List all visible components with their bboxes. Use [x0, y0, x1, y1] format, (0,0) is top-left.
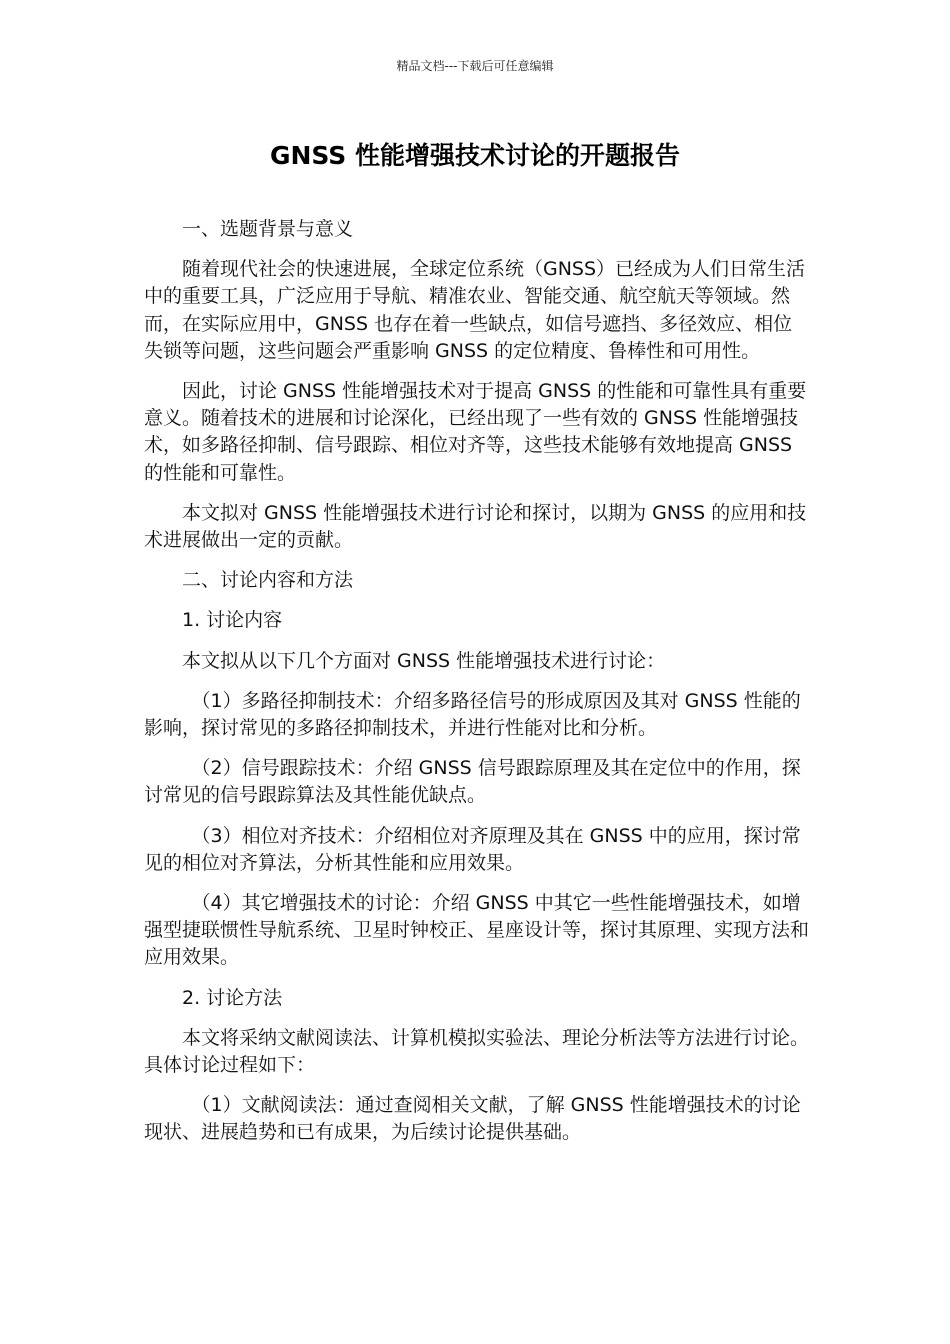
list-item-literature-review: （1）文献阅读法：通过查阅相关文献，了解 GNSS 性能增强技术的讨论现状、进展趋势和已有成果，为后续讨论提供基础。	[144, 1094, 801, 1144]
section-heading-background: 一、选题背景与意义	[182, 218, 354, 240]
header-watermark: 精品文档---下载后可任意编辑	[396, 59, 554, 73]
paragraph-significance: 因此，讨论 GNSS 性能增强技术对于提高 GNSS 的性能和可靠性具有重要意义。随着技术的进展和讨论深化，已经出现了一些有效的 GNSS 性能增强技术，如多路径抑制、信号跟踪、相位对齐等，这些技术能够有效地提高 GNSS 的性能和可靠性。	[144, 380, 807, 484]
document-body	[144, 216, 809, 1160]
list-item-multipath: （1）多路径抑制技术：介绍多路径信号的形成原因及其对 GNSS 性能的影响，探讨常见的多路径抑制技术，并进行性能对比和分析。	[144, 689, 801, 740]
section-heading-content-method: 二、讨论内容和方法	[182, 569, 354, 592]
subheading-content: 1. 讨论内容	[182, 609, 283, 632]
subheading-method: 2. 讨论方法	[182, 986, 283, 1009]
document-title: GNSS 性能增强技术讨论的开题报告	[269, 141, 681, 170]
list-item-other-enhancements: （4）其它增强技术的讨论：介绍 GNSS 中其它一些性能增强技术，如增强型捷联惯性导航系统、卫星时钟校正、星座设计等，探讨其原理、实现方法和应用效果。	[144, 892, 810, 969]
paragraph-purpose: 本文拟对 GNSS 性能增强技术进行讨论和探讨，以期为 GNSS 的应用和技术进展做出一定的贡献。	[144, 501, 807, 552]
list-item-signal-tracking: （2）信号跟踪技术：介绍 GNSS 信号跟踪原理及其在定位中的作用，探讨常见的信号跟踪算法及其性能优缺点。	[144, 757, 801, 807]
list-item-phase-alignment: （3）相位对齐技术：介绍相位对齐原理及其在 GNSS 中的应用，探讨常见的相位对齐算法，分析其性能和应用效果。	[144, 824, 801, 874]
paragraph-background: 随着现代社会的快速进展，全球定位系统（GNSS）已经成为人们日常生活中的重要工具，广泛应用于导航、精准农业、智能交通、航空航天等领域。然而，在实际应用中，GNSS 也存在着一些缺点，如信号遮挡、多径效应、相位失锁等问题，这些问题会严重影响 GNSS 的定位精度、鲁棒性和可用性。	[144, 258, 806, 362]
paragraph-content-intro: 本文拟从以下几个方面对 GNSS 性能增强技术进行讨论：	[182, 649, 666, 672]
paragraph-method-intro: 本文将采纳文献阅读法、计算机模拟实验法、理论分析法等方法进行讨论。具体讨论过程如下：	[144, 1026, 810, 1077]
